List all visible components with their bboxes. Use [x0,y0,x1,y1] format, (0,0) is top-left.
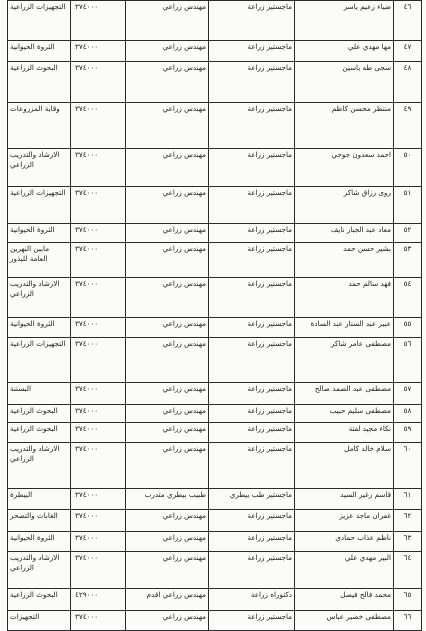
qualification-cell: ماجستير زراعة [209,338,295,383]
department-cell: الثروة الحيوانية [8,224,71,243]
salary-cell: ٣٧٤٠٠٠ [71,1,126,41]
department-cell: الثروة الحيوانية [8,532,71,552]
row-number-cell: ٦٣ [394,532,422,552]
row-number-cell: ٤٦ [394,1,422,41]
salary-cell: ٣٧٤٠٠٠ [71,611,126,631]
table-row [8,405,422,423]
employee-name-cell: مصطفى خضير عباس [295,611,394,631]
table-row [8,510,422,532]
row-number-cell: ٥٥ [394,318,422,338]
employee-name-cell: البير مهدي علي [295,552,394,589]
job-title-cell: مهندس زراعي [126,187,209,224]
qualification-cell: ماجستير زراعة [209,383,295,405]
document-page [7,0,421,621]
qualification-cell: ماجستير زراعة [209,62,295,103]
salary-cell: ٣٧٤٠٠٠ [71,552,126,589]
employee-name-cell: قاسم رغير السيد [295,489,394,510]
job-title-cell: مهندس زراعي [126,552,209,589]
row-number-cell: ٦٦ [394,611,422,631]
job-title-cell: مهندس زراعي [126,224,209,243]
department-cell: وقاية المزروعات [8,103,71,149]
qualification-cell: ماجستير طب بيطري [209,489,295,510]
employee-name-cell: منتظر محسن كاظم [295,103,394,149]
table-row [8,187,422,224]
salary-cell: ٣٧٤٠٠٠ [71,489,126,510]
table-row [8,41,422,62]
table-row [8,103,422,149]
salary-cell: ٣٧٤٠٠٠ [71,318,126,338]
qualification-cell: ماجستير زراعة [209,405,295,423]
employee-name-cell: معاد عبد الجبار نايف [295,224,394,243]
employee-name-cell: نكاء مجيد لفتة [295,423,394,443]
table-row [8,611,422,631]
salary-cell: ٣٧٤٠٠٠ [71,510,126,532]
row-number-cell: ٥٧ [394,383,422,405]
table-row [8,423,422,443]
table-row [8,243,422,278]
table-row [8,443,422,489]
employee-name-cell: مها مهدي علي [295,41,394,62]
employee-table [7,0,422,631]
department-cell: الارشاد والتدريب الزراعي [8,552,71,589]
employee-name-cell: ناظم عذاب حمادي [295,532,394,552]
qualification-cell: ماجستير زراعة [209,1,295,41]
table-row [8,338,422,383]
qualification-cell: ماجستير زراعة [209,41,295,62]
department-cell: التجهيزات [8,611,71,631]
salary-cell: ٣٧٤٠٠٠ [71,278,126,318]
department-cell: البحوث الزراعية [8,589,71,611]
qualification-cell: دكتوراه زراعة [209,589,295,611]
table-row [8,278,422,318]
job-title-cell: مهندس زراعي [126,338,209,383]
qualification-cell: ماجستير زراعة [209,318,295,338]
table-row [8,532,422,552]
department-cell: الثروة الحيوانية [8,318,71,338]
row-number-cell: ٤٨ [394,62,422,103]
qualification-cell: ماجستير زراعة [209,552,295,589]
row-number-cell: ٦٥ [394,589,422,611]
employee-name-cell: محمد فالح فيصل [295,589,394,611]
row-number-cell: ٦١ [394,489,422,510]
qualification-cell: ماجستير زراعة [209,278,295,318]
row-number-cell: ٥٩ [394,423,422,443]
salary-cell: ٣٧٤٠٠٠ [71,405,126,423]
table-row [8,489,422,510]
job-title-cell: مهندس زراعي [126,318,209,338]
employee-name-cell: غفران ماجد عزيز [295,510,394,532]
department-cell: البحوث الزراعية [8,423,71,443]
department-cell: البيطرة [8,489,71,510]
department-cell: التجهيزات الزراعية [8,187,71,224]
department-cell: الارشاد والتدريب الزراعي [8,149,71,187]
job-title-cell: مهندس زراعي [126,278,209,318]
table-row [8,62,422,103]
job-title-cell: مهندس زراعي [126,103,209,149]
qualification-cell: ماجستير زراعة [209,532,295,552]
row-number-cell: ٥٤ [394,278,422,318]
job-title-cell: مهندس زراعي [126,383,209,405]
department-cell: الارشاد والتدريب الزراعي [8,278,71,318]
table-row [8,149,422,187]
job-title-cell: مهندس زراعي [126,443,209,489]
qualification-cell: ماجستير زراعة [209,149,295,187]
qualification-cell: ماجستير زراعة [209,611,295,631]
job-title-cell: مهندس زراعي [126,62,209,103]
job-title-cell: مهندس زراعي [126,532,209,552]
salary-cell: ٣٧٤٠٠٠ [71,224,126,243]
salary-cell: ٣٧٤٠٠٠ [71,149,126,187]
table-row [8,224,422,243]
job-title-cell: مهندس زراعي [126,510,209,532]
row-number-cell: ٤٩ [394,103,422,149]
qualification-cell: ماجستير زراعة [209,224,295,243]
department-cell: الثروة الحيوانية [8,41,71,62]
table-row [8,1,422,41]
job-title-cell: مهندس زراعي اقدم [126,589,209,611]
row-number-cell: ٦٠ [394,443,422,489]
employee-name-cell: سجى طه ياسين [295,62,394,103]
department-cell: الغابات والتصحر [8,510,71,532]
qualification-cell: ماجستير زراعة [209,187,295,224]
salary-cell: ٣٧٤٠٠٠ [71,243,126,278]
department-cell: البستنة [8,383,71,405]
row-number-cell: ٤٧ [394,41,422,62]
employee-name-cell: عبير عبد الستار عبد السادة [295,318,394,338]
qualification-cell: ماجستير زراعة [209,510,295,532]
salary-cell: ٣٧٤٠٠٠ [71,41,126,62]
employee-name-cell: مصطفى سليم حبيب [295,405,394,423]
row-number-cell: ٥١ [394,187,422,224]
employee-name-cell: ضياء زعيم ياسر [295,1,394,41]
job-title-cell: مهندس زراعي [126,405,209,423]
qualification-cell: ماجستير زراعة [209,243,295,278]
table-row [8,552,422,589]
department-cell: البحوث الزراعية [8,62,71,103]
employee-name-cell: احمد سعدون جوحي [295,149,394,187]
qualification-cell: ماجستير زراعة [209,423,295,443]
department-cell: التجهيزات الزراعية [8,1,71,41]
job-title-cell: مهندس زراعي [126,1,209,41]
row-number-cell: ٥٢ [394,224,422,243]
salary-cell: ٣٧٤٠٠٠ [71,103,126,149]
employee-name-cell: فهد سالم حمد [295,278,394,318]
row-number-cell: ٦٢ [394,510,422,532]
qualification-cell: ماجستير زراعة [209,103,295,149]
job-title-cell: مهندس زراعي [126,149,209,187]
qualification-cell: ماجستير زراعة [209,443,295,489]
job-title-cell: مهندس زراعي [126,243,209,278]
employee-name-cell: سلام خالد كامل [295,443,394,489]
salary-cell: ٣٧٤٠٠٠ [71,532,126,552]
table-row [8,383,422,405]
department-cell: التجهيزات الزراعية [8,338,71,383]
employee-name-cell: مصطفى عامر شاكر [295,338,394,383]
employee-name-cell: روى رزاق شاكر [295,187,394,224]
salary-cell: ٣٧٤٠٠٠ [71,423,126,443]
employee-name-cell: مصطفى عبد الصمد صالح [295,383,394,405]
row-number-cell: ٥٨ [394,405,422,423]
job-title-cell: مهندس زراعي [126,423,209,443]
department-cell: الارشاد والتدريب الزراعي [8,443,71,489]
salary-cell: ٣٧٤٠٠٠ [71,443,126,489]
row-number-cell: ٦٤ [394,552,422,589]
salary-cell: ٣٧٤٠٠٠ [71,187,126,224]
salary-cell: ٤٢٩٠٠٠ [71,589,126,611]
salary-cell: ٣٧٤٠٠٠ [71,383,126,405]
row-number-cell: ٥٦ [394,338,422,383]
salary-cell: ٣٧٤٠٠٠ [71,62,126,103]
job-title-cell: مهندس زراعي [126,611,209,631]
row-number-cell: ٥٣ [394,243,422,278]
job-title-cell: مهندس زراعي [126,41,209,62]
department-cell: البحوث الزراعية [8,405,71,423]
employee-name-cell: بشير حسن حمد [295,243,394,278]
job-title-cell: طبيب بيطري متدرب [126,489,209,510]
salary-cell: ٣٧٤٠٠٠ [71,338,126,383]
row-number-cell: ٥٠ [394,149,422,187]
table-body [8,1,422,631]
table-row [8,318,422,338]
department-cell: مابين النهرين العامة للبذور [8,243,71,278]
